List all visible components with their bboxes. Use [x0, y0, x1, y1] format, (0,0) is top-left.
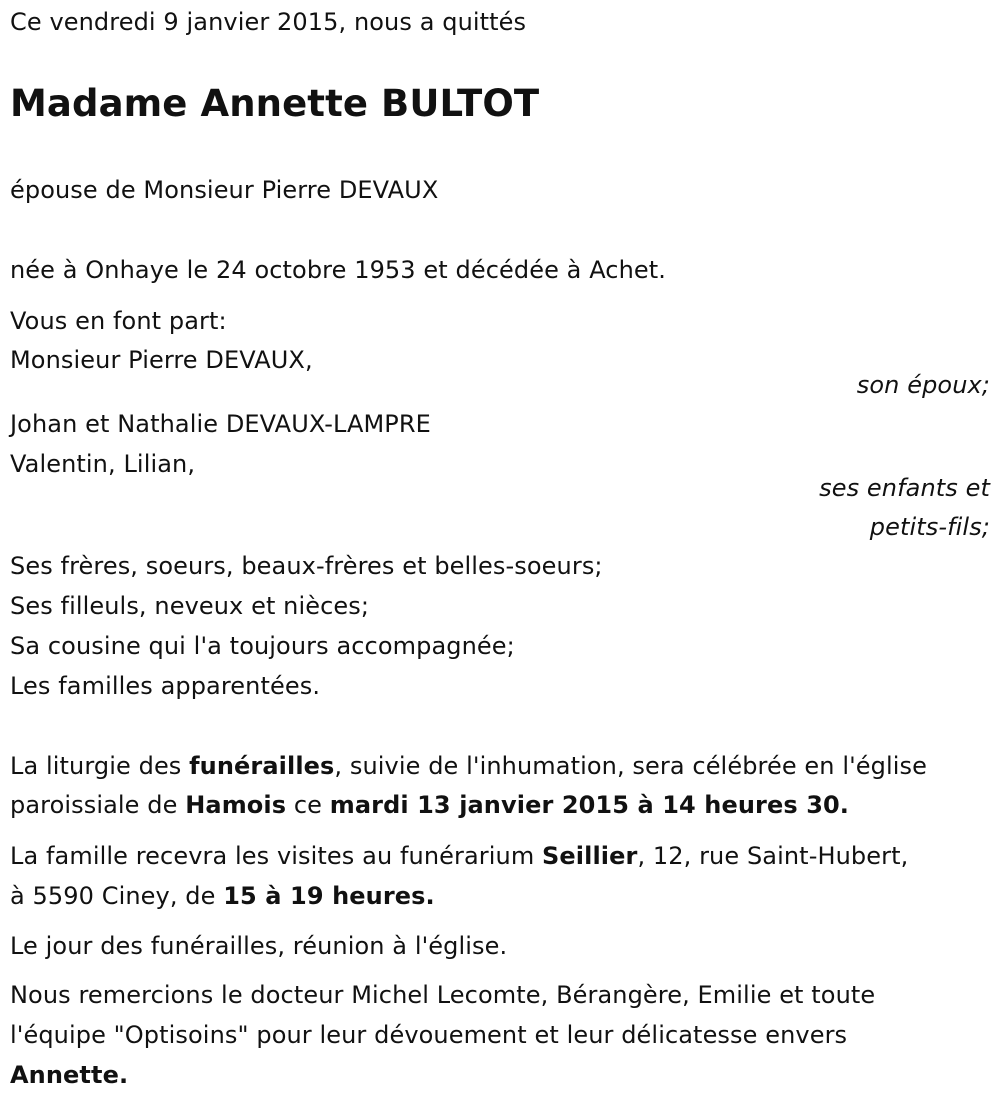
- visits-line-2: à 5590 Ciney, de 15 à 19 heures.: [10, 882, 435, 910]
- visits-line-1: La famille recevra les visites au funérarium Seillier, 12, rue Saint-Hubert,: [10, 842, 909, 870]
- deceased-name: Madame Annette BULTOT: [10, 82, 540, 125]
- family-cousin: Sa cousine qui l'a toujours accompagnée;: [10, 632, 515, 660]
- family-member-children: Johan et Nathalie DEVAUX-LAMPRE: [10, 410, 431, 438]
- family-member-grandchildren: Valentin, Lilian,: [10, 450, 196, 478]
- meeting-line: Le jour des funérailles, réunion à l'église.: [10, 932, 508, 960]
- funeral-line-1: La liturgie des funérailles, suivie de l'inhumation, sera célébrée en l'église: [10, 752, 928, 780]
- announce-line: Vous en font part:: [10, 307, 227, 335]
- birth-death-line: née à Onhaye le 24 octobre 1953 et décédée à Achet.: [10, 256, 667, 284]
- relation-children-1: ses enfants et: [819, 474, 990, 502]
- family-member-spouse: Monsieur Pierre DEVAUX,: [10, 346, 313, 374]
- relation-spouse: son époux;: [856, 371, 990, 399]
- relation-children-2: petits-fils;: [869, 513, 990, 541]
- thanks-line-3: Annette.: [10, 1061, 129, 1089]
- funeral-line-2: paroissiale de Hamois ce mardi 13 janvier 2015 à 14 heures 30.: [10, 791, 850, 819]
- family-related: Les familles apparentées.: [10, 672, 321, 700]
- family-siblings: Ses frères, soeurs, beaux-frères et belles-soeurs;: [10, 552, 603, 580]
- intro-line: Ce vendredi 9 janvier 2015, nous a quittés: [10, 8, 527, 36]
- thanks-line-1: Nous remercions le docteur Michel Lecomte, Bérangère, Emilie et toute: [10, 981, 876, 1009]
- family-godchildren: Ses filleuls, neveux et nièces;: [10, 592, 370, 620]
- spouse-line: épouse de Monsieur Pierre DEVAUX: [10, 176, 439, 204]
- thanks-line-2: l'équipe "Optisoins" pour leur dévouement et leur délicatesse envers: [10, 1021, 848, 1049]
